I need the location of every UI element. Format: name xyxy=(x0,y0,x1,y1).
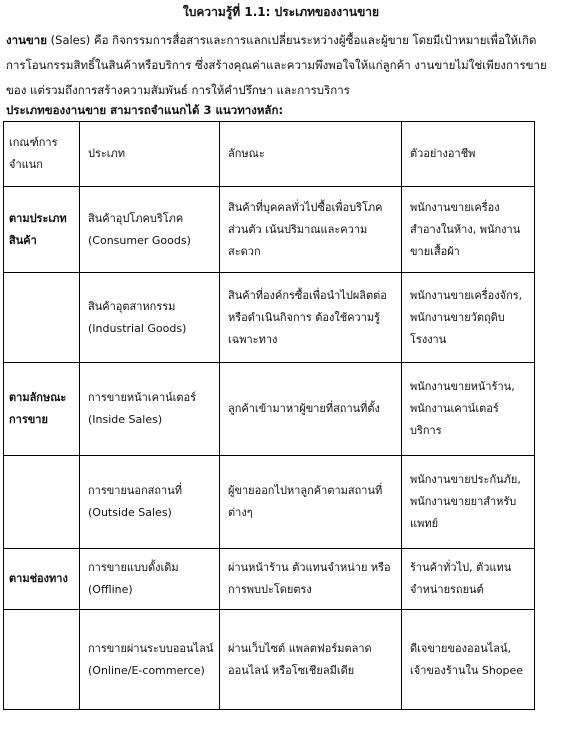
example-cell: พนักงานขายเครื่องจักร, พนักงานขายวัตถุดิบโรงงาน xyxy=(402,273,535,363)
table-row xyxy=(4,456,535,549)
criterion-cell: ตามประเภทสินค้า xyxy=(4,187,80,273)
header-criterion: เกณฑ์การจำแนก xyxy=(4,122,80,187)
criterion-cell: ตามช่องทาง xyxy=(4,549,80,610)
header-type: ประเภท xyxy=(80,122,220,187)
description-cell: ผู้ขายออกไปหาลูกค้าตามสถานที่ต่างๆ xyxy=(220,456,402,549)
type-cell: การขายนอกสถานที่ (Outside Sales) xyxy=(80,456,220,549)
type-cell: การขายแบบดั้งเดิม (Offline) xyxy=(80,549,220,610)
header-description: ลักษณะ xyxy=(220,122,402,187)
intro-paragraph xyxy=(6,28,556,103)
type-cell: สินค้าอุตสาหกรรม (Industrial Goods) xyxy=(80,273,220,363)
example-cell: ดีเจขายของออนไลน์, เจ้าของร้านใน Shopee xyxy=(402,610,535,710)
table-row xyxy=(4,363,535,456)
example-cell: พนักงานขายเครื่องสำอางในห้าง, พนักงานขายเสื้อผ้า xyxy=(402,187,535,273)
table-row xyxy=(4,549,535,610)
table-row xyxy=(4,273,535,363)
intro-term: งานขาย xyxy=(6,33,47,47)
example-cell: ร้านค้าทั่วไป, ตัวแทนจำหน่ายรถยนต์ xyxy=(402,549,535,610)
description-cell: ผ่านเว็บไซต์ แพลตฟอร์มตลาดออนไลน์ หรือโซเชียลมีเดีย xyxy=(220,610,402,710)
sales-types-table xyxy=(3,121,535,710)
page-title: ใบความรู้ที่ 1.1: ประเภทของงานขาย xyxy=(182,5,380,19)
example-cell: พนักงานขายหน้าร้าน, พนักงานเคาน์เตอร์บริการ xyxy=(402,363,535,456)
type-cell: การขายผ่านระบบออนไลน์ (Online/E-commerce) xyxy=(80,610,220,710)
type-cell: การขายหน้าเคาน์เตอร์ (Inside Sales) xyxy=(80,363,220,456)
criterion-cell xyxy=(4,273,80,363)
table-row xyxy=(4,610,535,710)
intro-text: (Sales) คือ กิจกรรมการสื่อสารและการแลกเปลี่ยนระหว่างผู้ซื้อและผู้ขาย โดยมีเป้าหมายเพื่อให้เกิดการโอนกรรมสิทธิ์ในสินค้าหรือบริการ ซึ่งสร้างคุณค่าและความพึงพอใจให้แก่ลูกค้า งานขายไม่ใช่เพียงการขายของ แต่รวมถึงการสร้างความสัมพันธ์ การให้คำปรึกษา และการบริการ xyxy=(6,33,547,97)
description-cell: สินค้าที่บุคคลทั่วไปซื้อเพื่อบริโภคส่วนตัว เน้นปริมาณและความสะดวก xyxy=(220,187,402,273)
table-header-row xyxy=(4,122,535,187)
section-subheading: ประเภทของงานขาย สามารถจำแนกได้ 3 แนวทางหลัก: xyxy=(6,103,284,117)
description-cell: ลูกค้าเข้ามาหาผู้ขายที่สถานที่ตั้ง xyxy=(220,363,402,456)
description-cell: ผ่านหน้าร้าน ตัวแทนจำหน่าย หรือการพบปะโดยตรง xyxy=(220,549,402,610)
criterion-cell: ตามลักษณะการขาย xyxy=(4,363,80,456)
type-cell: สินค้าอุปโภคบริโภค (Consumer Goods) xyxy=(80,187,220,273)
table-row xyxy=(4,187,535,273)
criterion-cell xyxy=(4,456,80,549)
header-example: ตัวอย่างอาชีพ xyxy=(402,122,535,187)
description-cell: สินค้าที่องค์กรซื้อเพื่อนำไปผลิตต่อหรือดำเนินกิจการ ต้องใช้ความรู้เฉพาะทาง xyxy=(220,273,402,363)
criterion-cell xyxy=(4,610,80,710)
example-cell: พนักงานขายประกันภัย, พนักงานขายยาสำหรับแพทย์ xyxy=(402,456,535,549)
